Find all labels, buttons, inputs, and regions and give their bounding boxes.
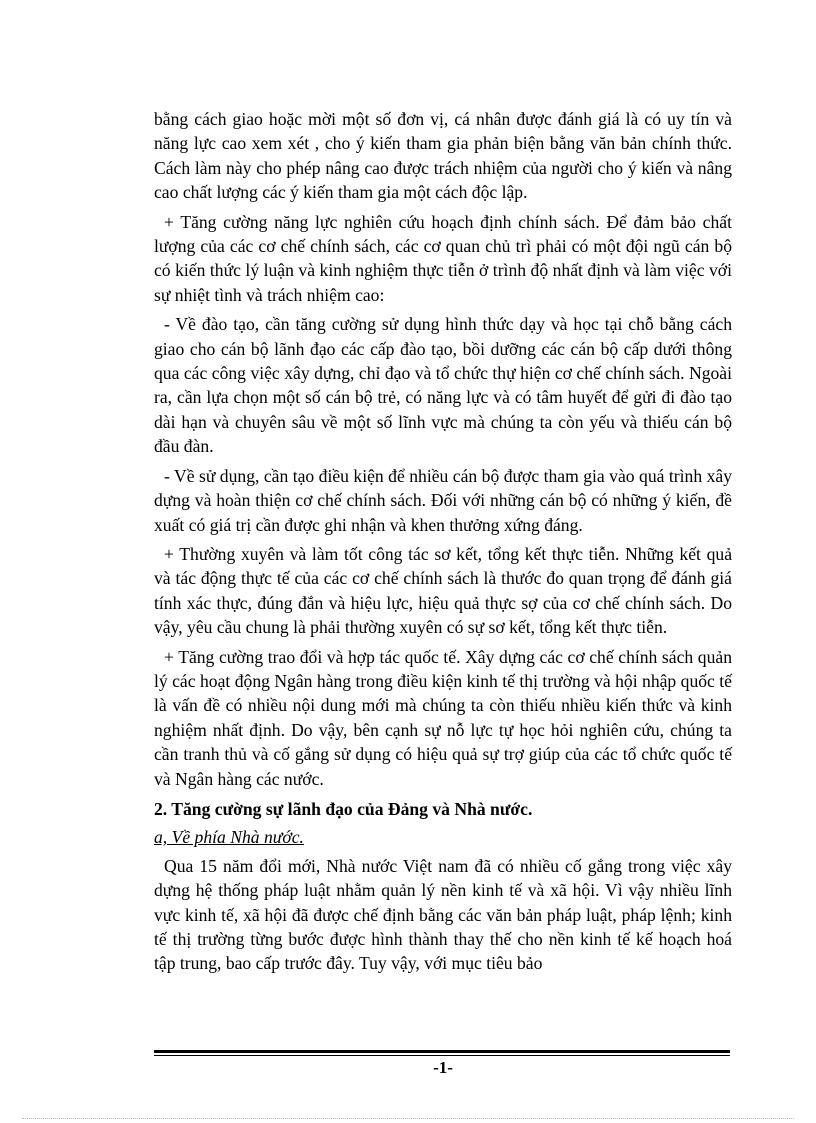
paragraph: + Tăng cường năng lực nghiên cứu hoạch định chính sách. Để đảm bảo chất lượng của các cơ chế chính sách, các cơ quan chủ trì phải có một đội ngũ cán bộ có kiến thức lý luận và kinh nghiệm thực tiễn ở trình độ nhất định và làm việc với sự nhiệt tình và trách nhiệm cao: — [154, 211, 732, 305]
paragraph: Qua 15 năm đổi mới, Nhà nước Việt nam đã có nhiều cố gắng trong việc xây dựng hệ thống pháp luật nhằm quản lý nền kinh tế và xã hội. Vì vậy nhiều lĩnh vực kinh tế, xã hội đã được chế định bằng các văn bản pháp luật, pháp lệnh; kinh tế thị trường từng bước được hình thành thay thế cho nền kinh tế kế hoạch hoá tập trung, bao cấp trước đây. Tuy vậy, với mục tiêu bảo — [154, 855, 732, 974]
paragraph: - Về sử dụng, cần tạo điều kiện để nhiều cán bộ được tham gia vào quá trình xây dựng và hoàn thiện cơ chế chính sách. Đối với những cán bộ có những ý kiến, đề xuất có giá trị cần được ghi nhận và khen thưởng xứng đáng. — [154, 465, 732, 535]
page-edge-divider — [22, 1118, 794, 1119]
footer-rule-thick — [154, 1050, 730, 1053]
footer-rule-thin — [154, 1055, 730, 1056]
paragraph: + Thường xuyên và làm tốt công tác sơ kết, tổng kết thực tiễn. Những kết quả và tác động thực tế của các cơ chế chính sách là thước đo quan trọng để đánh giá tính xác thực, đúng đắn và hiệu lực, hiệu quả thực sợ của cơ chế chính sách. Do vậy, yêu cầu chung là phải thường xuyên có sự sơ kết, tổng kết thực tiễn. — [154, 543, 732, 638]
section-heading: 2. Tăng cường sự lãnh đạo của Đảng và Nhà nước. — [154, 798, 533, 819]
document-body — [154, 107, 732, 981]
paragraph: bằng cách giao hoặc mời một số đơn vị, cá nhân được đánh giá là có uy tín và năng lực cao xem xét , cho ý kiến tham gia phản biện bằng văn bản chính thức. Cách làm này cho phép nâng cao được trách nhiệm của người cho ý kiến và nâng cao chất lượng các ý kiến tham gia một cách độc lập. — [154, 109, 732, 203]
page-number: -1- — [433, 1058, 453, 1077]
subsection-heading: a, Về phía Nhà nước. — [154, 827, 304, 848]
paragraph: + Tăng cường trao đổi và hợp tác quốc tế. Xây dựng các cơ chế chính sách quản lý các hoạt động Ngân hàng trong điều kiện kinh tế thị trường và hội nhập quốc tế là vấn đề có nhiều nội dung mới mà chúng ta còn thiếu nhiều kiến thức và kinh nghiệm nhất định. Do vậy, bên cạnh sự nỗ lực tự học hỏi nghiên cứu, chúng ta cần tranh thủ và cố gắng sử dụng có hiệu quả sự trợ giúp của các tổ chức quốc tế và Ngân hàng các nước. — [154, 646, 732, 789]
paragraph: - Về đào tạo, cần tăng cường sử dụng hình thức dạy và học tại chỗ bằng cách giao cho cán bộ lãnh đạo các cấp đào tạo, bồi dưỡng các cán bộ cấp dưới thông qua các công việc xây dựng, chỉ đạo và tổ chức thự hiện cơ chế chính sách. Ngoài ra, cần lựa chọn một số cán bộ trẻ, có năng lực và có tâm huyết để gửi đi đào tạo dài hạn và chuyên sâu về một số lĩnh vực mà chúng ta còn yếu và thiếu cán bộ đầu đàn. — [154, 314, 732, 457]
